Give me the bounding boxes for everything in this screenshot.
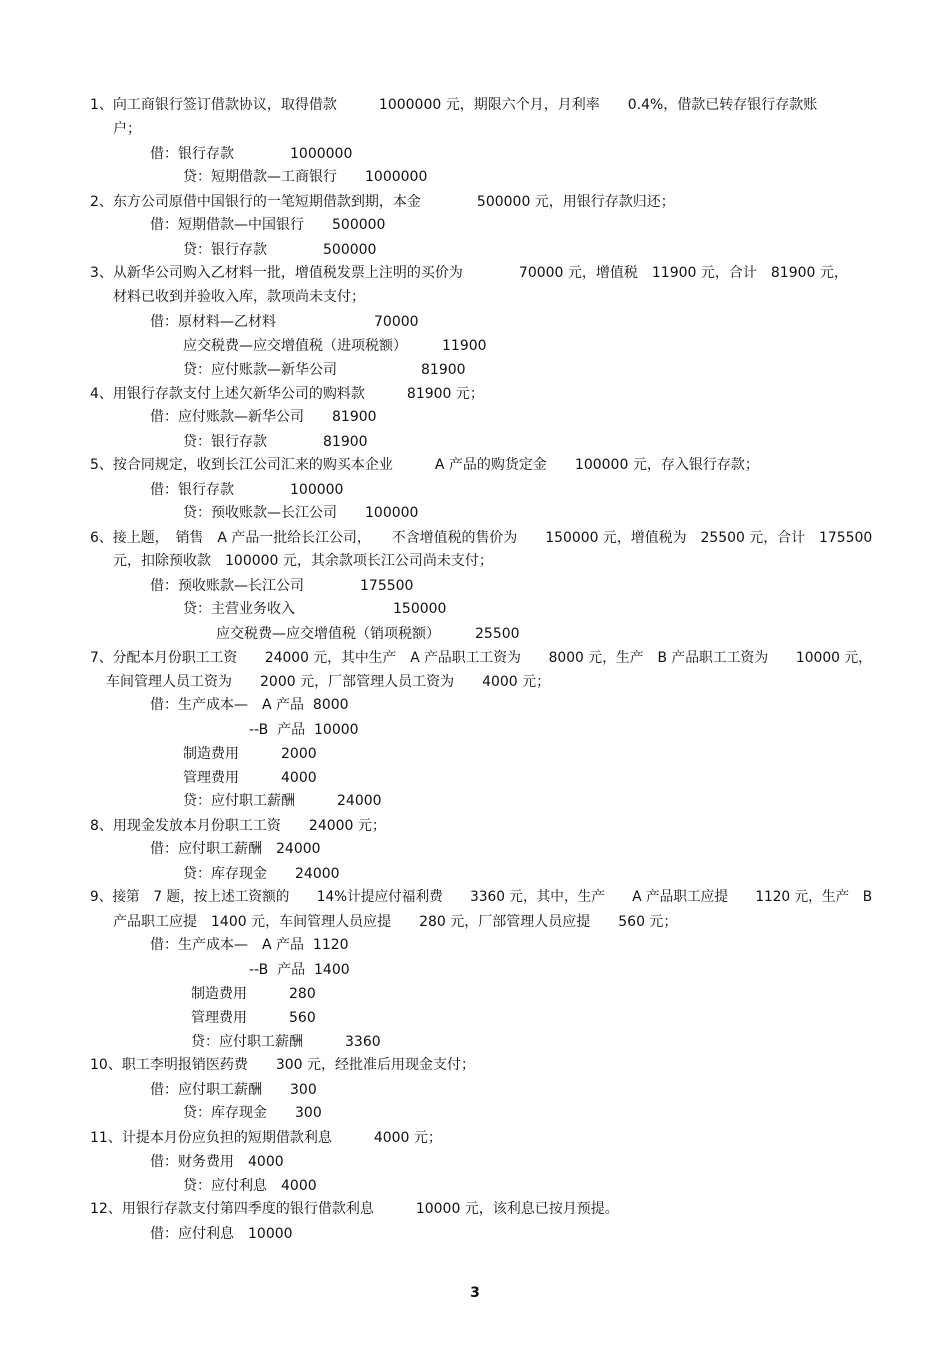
- entry-7-question-line-2: 车间管理人员工资为 2000 元，厂部管理人员工资为 4000 元；: [106, 674, 551, 690]
- entry-7-journal-line-1: 借：生产成本— A 产品 8000: [150, 697, 349, 713]
- entry-1-question-line-1: 1、向工商银行签订借款协议，取得借款 1000000 元，期限六个月，月利率 0.4%，借款已转存银行存款账: [90, 97, 818, 113]
- entry-10-journal-line-2: 贷：库存现金 300: [183, 1105, 322, 1121]
- entry-8-question-line-1: 8、用现金发放本月份职工工资 24000 元；: [90, 818, 386, 834]
- entry-9-journal-line-2: --B 产品 1400: [249, 962, 350, 978]
- entry-3-journal-line-2: 应交税费—应交增值税（进项税额） 11900: [183, 338, 487, 354]
- entry-8-journal-line-2: 贷：库存现金 24000: [183, 866, 340, 882]
- entry-3-question-line-1: 3、从新华公司购入乙材料一批，增值税发票上注明的买价为 70000 元，增值税 11900 元，合计 81900 元，: [90, 265, 848, 281]
- entry-9-journal-line-3: 制造费用 280: [191, 986, 316, 1002]
- entry-4-journal-line-1: 借：应付账款—新华公司 81900: [150, 409, 377, 425]
- entry-12-journal-line-1: 借：应付利息 10000: [150, 1226, 293, 1242]
- entry-2-journal-line-2: 贷：银行存款 500000: [183, 242, 377, 258]
- entry-3-question-line-2: 材料已收到并验收入库，款项尚未支付；: [113, 289, 365, 305]
- entry-10-journal-line-1: 借：应付职工薪酬 300: [150, 1082, 317, 1098]
- entry-3-journal-line-1: 借：原材料—乙材料 70000: [150, 314, 419, 330]
- entry-4-journal-line-2: 贷：银行存款 81900: [183, 434, 368, 450]
- entry-2-journal-line-1: 借：短期借款—中国银行 500000: [150, 217, 386, 233]
- entry-1-journal-line-1: 借：银行存款 1000000: [150, 146, 353, 162]
- entry-5-journal-line-1: 借：银行存款 100000: [150, 482, 344, 498]
- entry-6-journal-line-1: 借：预收账款—长江公司 175500: [150, 578, 414, 594]
- entry-9-journal-line-1: 借：生产成本— A 产品 1120: [150, 937, 349, 953]
- entry-10-question-line-1: 10、职工李明报销医药费 300 元，经批准后用现金支付；: [90, 1057, 475, 1073]
- entry-9-journal-line-4: 管理费用 560: [191, 1010, 316, 1026]
- entry-11-question-line-1: 11、计提本月份应负担的短期借款利息 4000 元；: [90, 1130, 442, 1146]
- page-number: 3: [470, 1285, 480, 1301]
- entry-6-journal-line-3: 应交税费—应交增值税（销项税额） 25500: [216, 626, 520, 642]
- entry-9-question-line-1: 9、接第 7 题，按上述工资额的 14%计提应付福利费 3360 元，其中，生产 A 产品职工应提 1120 元，生产 B: [90, 889, 873, 905]
- entry-9-journal-line-5: 贷：应付职工薪酬 3360: [191, 1034, 381, 1050]
- entry-7-journal-line-5: 贷：应付职工薪酬 24000: [183, 793, 382, 809]
- entry-8-journal-line-1: 借：应付职工薪酬 24000: [150, 841, 321, 857]
- entry-9-question-line-2: 产品职工应提 1400 元，车间管理人员应提 280 元，厂部管理人员应提 560 元；: [113, 914, 678, 930]
- entry-7-journal-line-2: --B 产品 10000: [249, 722, 359, 738]
- entry-3-journal-line-3: 贷：应付账款—新华公司 81900: [183, 362, 466, 378]
- entry-12-question-line-1: 12、用银行存款支付第四季度的银行借款利息 10000 元，该利息已按月预提。: [90, 1201, 619, 1217]
- entry-5-journal-line-2: 贷：预收账款—长江公司 100000: [183, 505, 419, 521]
- entry-11-journal-line-1: 借：财务费用 4000: [150, 1154, 284, 1170]
- entry-4-question-line-1: 4、用银行存款支付上述欠新华公司的购料款 81900 元；: [90, 386, 484, 402]
- entry-7-question-line-1: 7、分配本月份职工工资 24000 元，其中生产 A 产品职工工资为 8000 元，生产 B 产品职工工资为 10000 元，: [90, 650, 873, 666]
- entry-1-journal-line-2: 贷：短期借款—工商银行 1000000: [183, 169, 428, 185]
- entry-6-journal-line-2: 贷：主营业务收入 150000: [183, 601, 447, 617]
- entry-11-journal-line-2: 贷：应付利息 4000: [183, 1178, 317, 1194]
- entry-6-question-line-1: 6、接上题， 销售 A 产品一批给长江公司， 不含增值税的售价为 150000 元，增值税为 25500 元，合计 175500: [90, 530, 873, 546]
- entry-1-question-line-2: 户；: [113, 121, 141, 137]
- entry-7-journal-line-3: 制造费用 2000: [183, 746, 317, 762]
- entry-2-question-line-1: 2、东方公司原借中国银行的一笔短期借款到期，本金 500000 元，用银行存款归还；: [90, 194, 675, 210]
- entry-5-question-line-1: 5、按合同规定，收到长江公司汇来的购买本企业 A 产品的购货定金 100000 元，存入银行存款；: [90, 457, 759, 473]
- entry-7-journal-line-4: 管理费用 4000: [183, 770, 317, 786]
- entry-6-question-line-2: 元，扣除预收款 100000 元，其余款项长江公司尚未支付；: [113, 553, 493, 569]
